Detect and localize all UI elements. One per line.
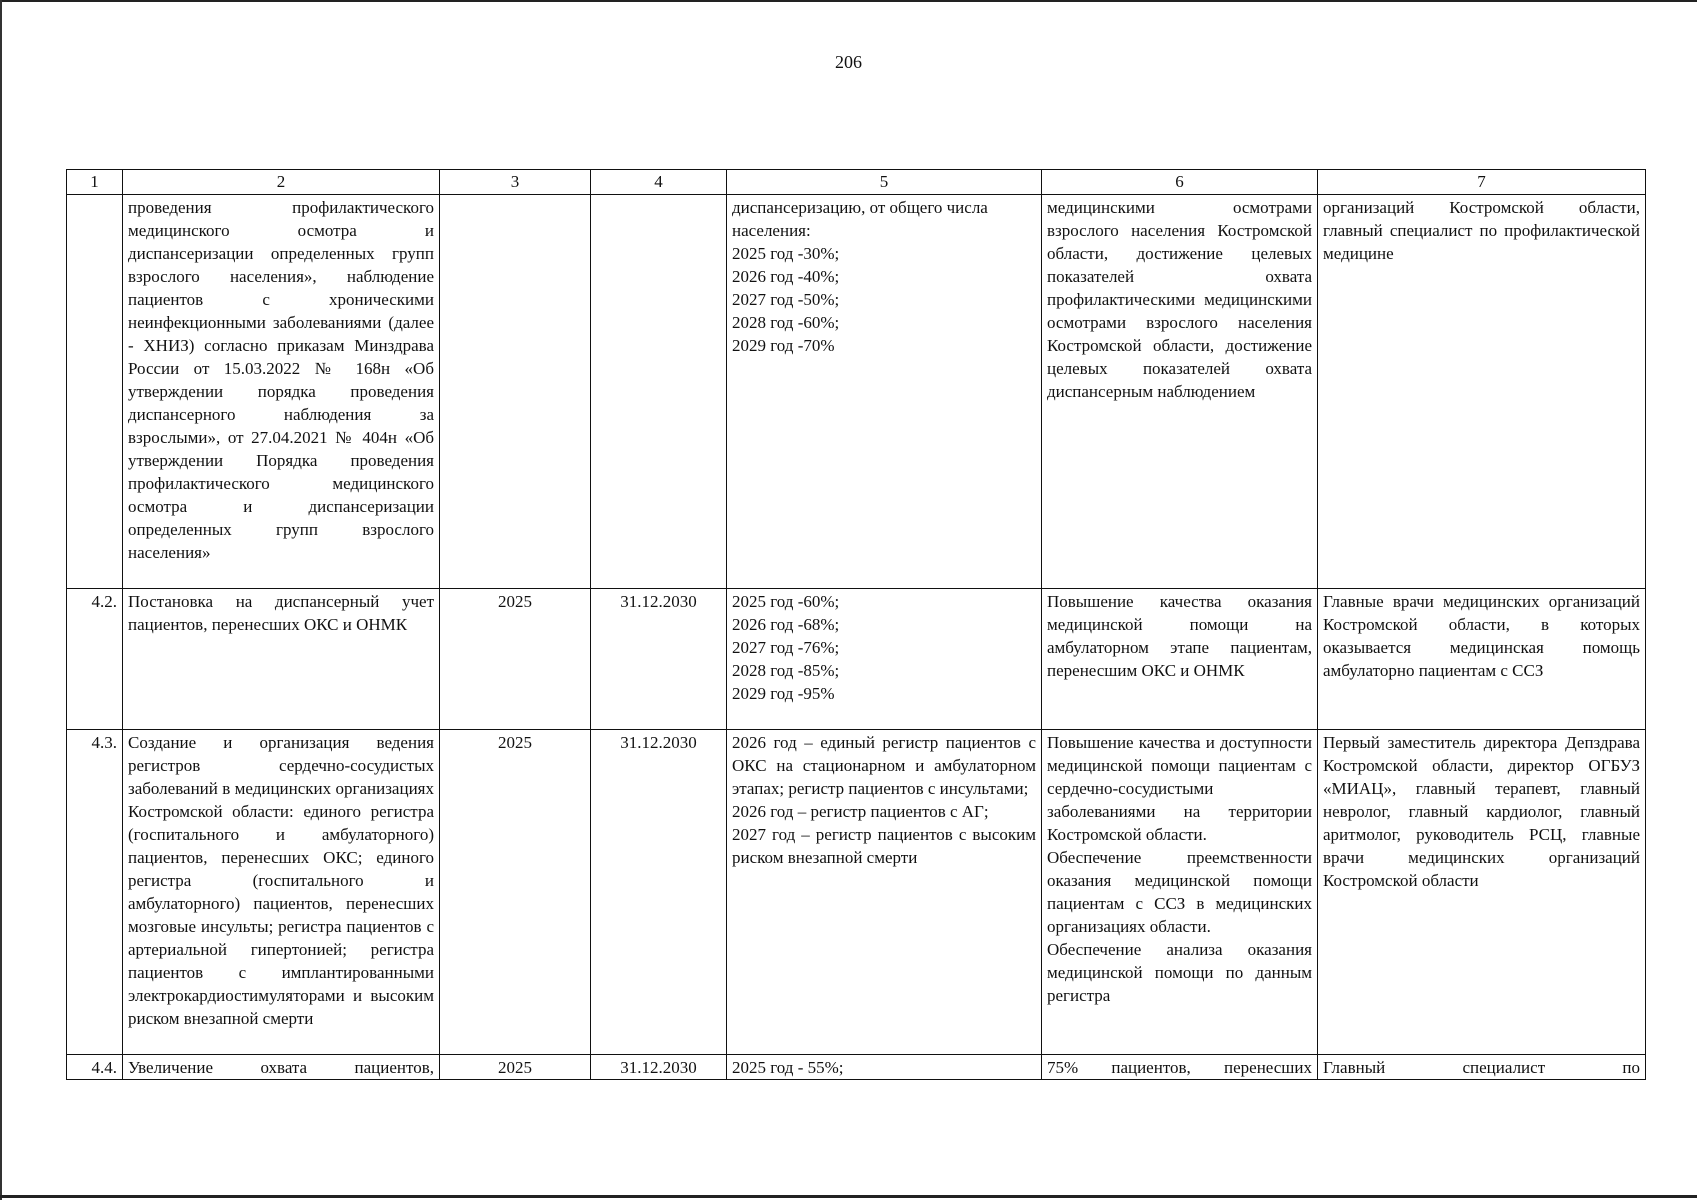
row-number: 4.3. xyxy=(67,730,123,1055)
header-cell: 2 xyxy=(123,170,440,195)
start-year: 2025 xyxy=(440,1055,591,1080)
end-date xyxy=(591,195,727,589)
header-cell: 7 xyxy=(1318,170,1646,195)
indicator-line: 2027 год -50%; xyxy=(732,290,840,309)
indicator-line: 2028 год -85%; xyxy=(732,661,840,680)
start-year: 2025 xyxy=(440,589,591,730)
header-cell: 6 xyxy=(1042,170,1318,195)
indicator-line: 2025 год -30%; xyxy=(732,244,840,263)
header-cell: 3 xyxy=(440,170,591,195)
row-number: 4.4. xyxy=(67,1055,123,1080)
page-number: 206 xyxy=(835,52,862,72)
event-description: Создание и организация ведения регистров сердечно-сосудистых заболеваний в медицинских организациях Костромской области: единого регистра (госпитального и амбулаторного) пациентов, перенесших ОКС; единого регистра (госпитального и амбулаторного) пациентов, перенесших мозговые инсульты; регистра пациентов с артериальной гипертонией; регистра пациентов с имплантированными электрокардиостимуляторами и высоким риском внезапной смерти xyxy=(123,730,440,1055)
row-number: 4.2. xyxy=(67,589,123,730)
table-row xyxy=(67,1055,1646,1080)
indicator-line: 2025 год - 55%; xyxy=(732,1058,844,1077)
page-bottom-border xyxy=(0,1195,1697,1198)
indicator-line: 2025 год -60%; xyxy=(732,592,840,611)
target-indicator xyxy=(727,195,1042,589)
table-row xyxy=(67,589,1646,730)
indicator-line: 2027 год -76%; xyxy=(732,638,840,657)
table-row xyxy=(67,195,1646,589)
target-indicator xyxy=(727,589,1042,730)
event-line: Увеличение охвата пациентов, xyxy=(128,1058,434,1077)
result-line: 75% пациентов, перенесших xyxy=(1047,1058,1312,1077)
indicator-line: 2029 год -95% xyxy=(732,684,835,703)
indicator-line: диспансеризацию, от общего числа населения: xyxy=(732,198,988,240)
row-number xyxy=(67,195,123,589)
action-plan-table xyxy=(66,169,1646,1080)
responsible-person: Первый заместитель директора Депздрава Костромской области, директор ОГБУЗ «МИАЦ», главный терапевт, главный невролог, главный кардиолог, главный аритмолог, руководитель РСЦ, главные врачи медицинских организаций Костромской области xyxy=(1318,730,1646,1055)
expected-result: Повышение качества оказания медицинской помощи на амбулаторном этапе пациентам, перенесшим ОКС и ОНМК xyxy=(1042,589,1318,730)
responsible-line: Главный специалист по xyxy=(1323,1058,1640,1077)
header-cell: 4 xyxy=(591,170,727,195)
expected-result xyxy=(1042,730,1318,1055)
page-top-border xyxy=(0,0,1697,2)
indicator-line: 2026 год -40%; xyxy=(732,267,840,286)
start-year xyxy=(440,195,591,589)
page-left-border xyxy=(0,0,2,1200)
event-description: Постановка на диспансерный учет пациентов, перенесших ОКС и ОНМК xyxy=(123,589,440,730)
expected-result: медицинскими осмотрами взрослого населения Костромской области, достижение целевых показателей охвата профилактическими медицинскими осмотрами взрослого населения Костромской области, достижение целевых показателей охвата диспансерным наблюдением xyxy=(1042,195,1318,589)
result-paragraph: Обеспечение преемственности оказания медицинской помощи пациентам с ССЗ в медицинских организациях области. xyxy=(1047,848,1312,936)
indicator-line: 2028 год -60%; xyxy=(732,313,840,332)
end-date: 31.12.2030 xyxy=(591,730,727,1055)
target-indicator xyxy=(727,1055,1042,1080)
end-date: 31.12.2030 xyxy=(591,1055,727,1080)
table-header-row xyxy=(67,170,1646,195)
responsible-person xyxy=(1318,1055,1646,1080)
indicator-line: 2026 год -68%; xyxy=(732,615,840,634)
indicator-line: 2029 год -70% xyxy=(732,336,835,355)
indicator-line: 2027 год – регистр пациентов с высоким риском внезапной смерти xyxy=(732,825,1036,867)
indicator-line: 2026 год – регистр пациентов с АГ; xyxy=(732,802,989,821)
expected-result xyxy=(1042,1055,1318,1080)
table-row xyxy=(67,730,1646,1055)
result-paragraph: Обеспечение анализа оказания медицинской помощи по данным регистра xyxy=(1047,940,1312,1005)
start-year: 2025 xyxy=(440,730,591,1055)
indicator-line: 2026 год – единый регистр пациентов с ОКС на стационарном и амбулаторном этапах; регистр пациентов с инсультами; xyxy=(732,733,1036,798)
header-cell: 5 xyxy=(727,170,1042,195)
event-description: проведения профилактического медицинского осмотра и диспансеризации определенных групп взрослого населения», наблюдение пациентов с хроническими неинфекционными заболеваниями (далее - ХНИЗ) согласно приказам Минздрава России от 15.03.2022 № 168н «Об утверждении порядка проведения диспансерного наблюдения за взрослыми», от 27.04.2021 № 404н «Об утверждении Порядка проведения профилактического медицинского осмотра и диспансеризации определенных групп взрослого населения» xyxy=(123,195,440,589)
header-cell: 1 xyxy=(67,170,123,195)
result-paragraph: Повышение качества и доступности медицинской помощи пациентам с сердечно-сосудистыми заболеваниями на территории Костромской области. xyxy=(1047,733,1312,844)
end-date: 31.12.2030 xyxy=(591,589,727,730)
event-description xyxy=(123,1055,440,1080)
target-indicator xyxy=(727,730,1042,1055)
responsible-person: организаций Костромской области, главный специалист по профилактической медицине xyxy=(1318,195,1646,589)
responsible-person: Главные врачи медицинских организаций Костромской области, в которых оказывается медицинская помощь амбулаторно пациентам с ССЗ xyxy=(1318,589,1646,730)
